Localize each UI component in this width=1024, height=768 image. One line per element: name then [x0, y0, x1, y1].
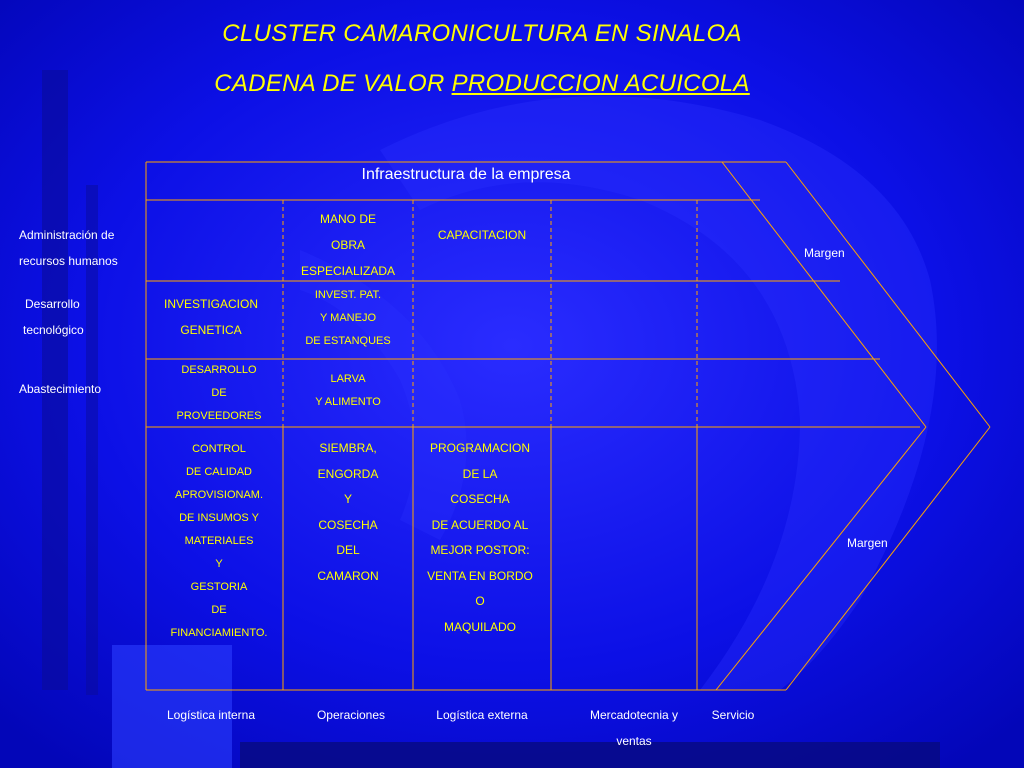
title-line-1: CLUSTER CAMARONICULTURA EN SINALOA [222, 20, 742, 47]
cell-outbound-logistics: PROGRAMACION DE LA COSECHA DE ACUERDO AL MEJOR POSTOR: VENTA EN BORDO O MAQUILADO [427, 441, 533, 634]
cell-proc-suppliers: DESARROLLO DE PROVEEDORES [176, 364, 262, 422]
margin-label-bottom: Margen [847, 536, 888, 550]
hr-label: Administración de recursos humanos [19, 228, 118, 268]
margin-label-top: Margen [804, 246, 845, 260]
infrastructure-label: Infraestructura de la empresa [361, 166, 571, 183]
cell-inbound-logistics: CONTROL DE CALIDAD APROVISIONAM. DE INSUMOS Y MATERIALES Y GESTORIA DE FINANCIAMIENTO. [170, 443, 268, 639]
cell-tech-ponds: INVEST. PAT. Y MANEJO DE ESTANQUES [305, 289, 391, 347]
title-underlined: PRODUCCION ACUICOLA [451, 70, 750, 97]
arrow-inner-bottom [716, 427, 926, 690]
footer-operations: Operaciones [316, 708, 386, 722]
arrow-outer-bottom [786, 427, 990, 690]
footer-inbound-logistics: Logística interna [166, 708, 256, 722]
arrow-inner-top [722, 162, 926, 427]
cell-proc-larvae: LARVA Y ALIMENTO [315, 373, 381, 408]
cell-hr-training: CAPACITACION [437, 228, 527, 242]
title-prefix: CADENA DE VALOR [214, 70, 445, 97]
footer-outbound-logistics: Logística externa [436, 708, 528, 722]
cell-tech-genetics: INVESTIGACION GENETICA [163, 297, 258, 337]
arrow-outer-top [786, 162, 990, 427]
tech-label: Desarrollo tecnológico [23, 297, 84, 337]
footer-service: Servicio [711, 708, 755, 722]
procurement-label: Abastecimiento [19, 382, 102, 396]
footer-marketing-sales: Mercadotecnia y ventas [589, 708, 679, 748]
cell-operations: SIEMBRA, ENGORDA Y COSECHA DEL CAMARON [317, 441, 379, 583]
cell-hr-skilled-labor: MANO DE OBRA ESPECIALIZADA [300, 212, 396, 278]
